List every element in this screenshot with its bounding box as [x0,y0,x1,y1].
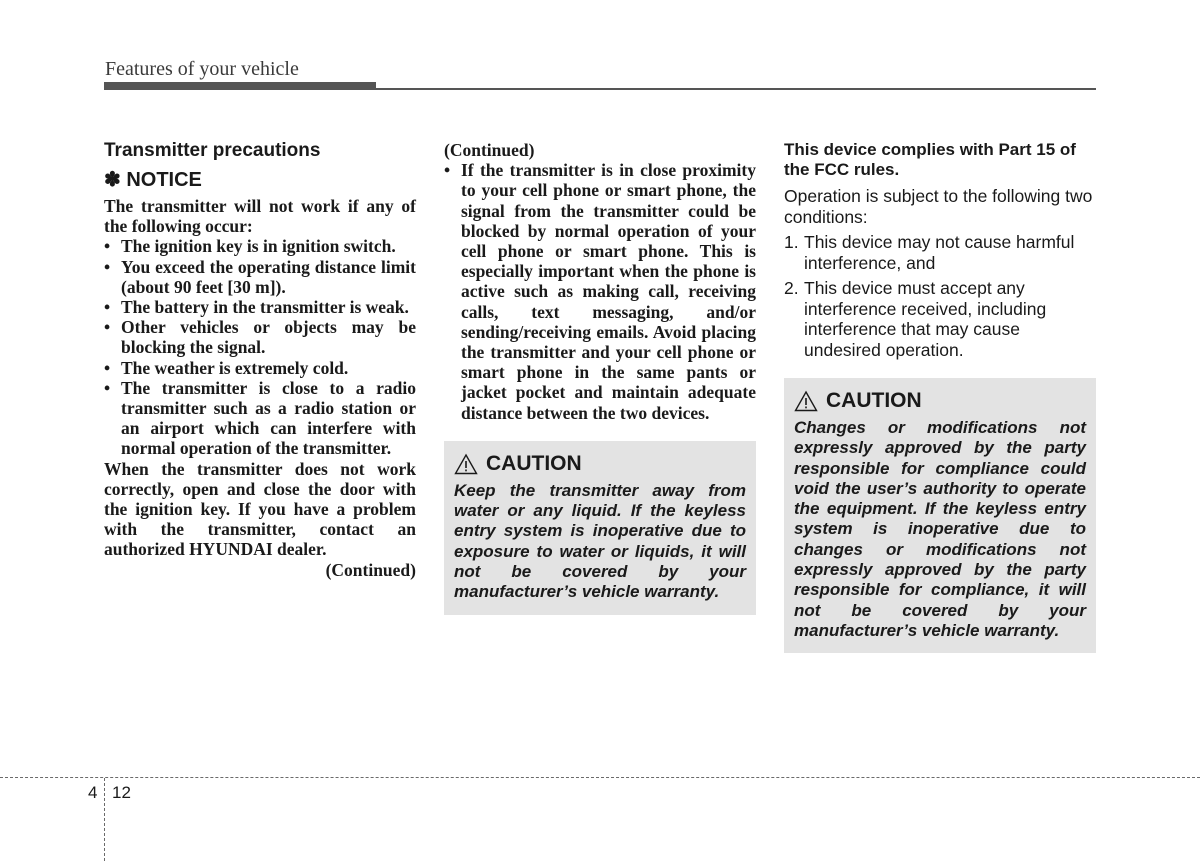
list-item: 1. This device may not cause harmful interference, and [784,232,1075,273]
notice-bullet-list [444,160,756,423]
list-item: • If the transmitter is in close proximity to your cell phone or smart phone, the signal from the transmitter could be blocked by normal operation of your cell phone or smart phone. This is especially important when the phone is active such as making call, receiving calls, text messaging, and/or sending/receiving emails. Avoid placing the transmitter and your cell phone or smart phone in the same pants or jacket pocket and maintain adequate distance between the two devices. [444,160,756,423]
warning-triangle-icon [454,453,478,475]
caution-heading [454,451,746,477]
fcc-intro: Operation is subject to the following two conditions: [784,186,1093,227]
list-item: • Other vehicles or objects may be blocking the signal. [104,317,416,358]
list-item: • The weather is extremely cold. [104,357,349,378]
header-rule-thick [104,82,376,90]
notice-intro: The transmitter will not work if any of the following occur: [104,196,416,237]
fcc-heading: This device complies with Part 15 of the FCC rules. [784,140,1076,179]
caution-box [444,441,756,615]
column-2 [444,140,756,615]
continued-label: (Continued) [444,140,535,160]
list-item: • The transmitter is close to a radio transmitter such as a radio station or an airport which can interfere with normal operation of the transmitter. [104,377,416,459]
caution-text: Keep the transmitter away from water or any liquid. If the keyless entry system is inoperative due to exposure to water or liquids, it will not be covered by your manufacturer’s vehicle warranty. [454,480,746,602]
bullet-icon: • [444,160,451,181]
bullet-icon: • [104,357,111,378]
fcc-condition-list [784,232,1096,360]
caution-title: CAUTION [826,389,922,412]
notice-bullet-list [104,236,416,458]
notice-heading [104,168,416,192]
bullet-icon: • [104,377,111,398]
section-number: 4 [88,783,98,802]
caution-text: Changes or modifications not expressly approved by the party responsible for compliance could void the user’s authority to operate the equipment. If the keyless entry system is inoperative due to changes or modifications not expressly approved by the party responsible for compliance, it will not be covered by your manufacturer’s vehicle warranty. [794,418,1086,640]
list-item: 2. This device must accept any interference received, including interference that may cause undesired operation. [784,278,1047,360]
section-header-title: Features of your vehicle [105,58,299,80]
bullet-icon: • [104,317,111,338]
list-item: • The battery in the transmitter is weak. [104,297,409,318]
page-number: 12 [112,783,131,802]
footer-rule [0,777,1200,778]
list-item: • You exceed the operating distance limit (about 90 feet [30 m]). [104,256,416,297]
notice-closing: When the transmitter does not work correctly, open and close the door with the ignition key. If you have a problem with the transmitter, contact an authorized HYUNDAI dealer. [104,458,416,560]
column-3 [784,140,1096,653]
list-item: • The ignition key is in ignition switch. [104,236,396,257]
warning-triangle-icon [794,390,818,412]
caution-title: CAUTION [486,451,582,475]
column-1 [104,140,416,580]
footer-divider [104,778,105,861]
bullet-icon: • [104,256,111,277]
section-heading: Transmitter precautions [104,140,321,161]
continued-label: (Continued) [325,559,416,580]
header-rule [376,88,1096,90]
notice-icon: ✽ [104,169,121,191]
bullet-icon: • [104,236,111,257]
notice-label: NOTICE [126,169,202,191]
caution-box [784,378,1096,653]
caution-heading [794,388,1086,414]
bullet-icon: • [104,297,111,318]
